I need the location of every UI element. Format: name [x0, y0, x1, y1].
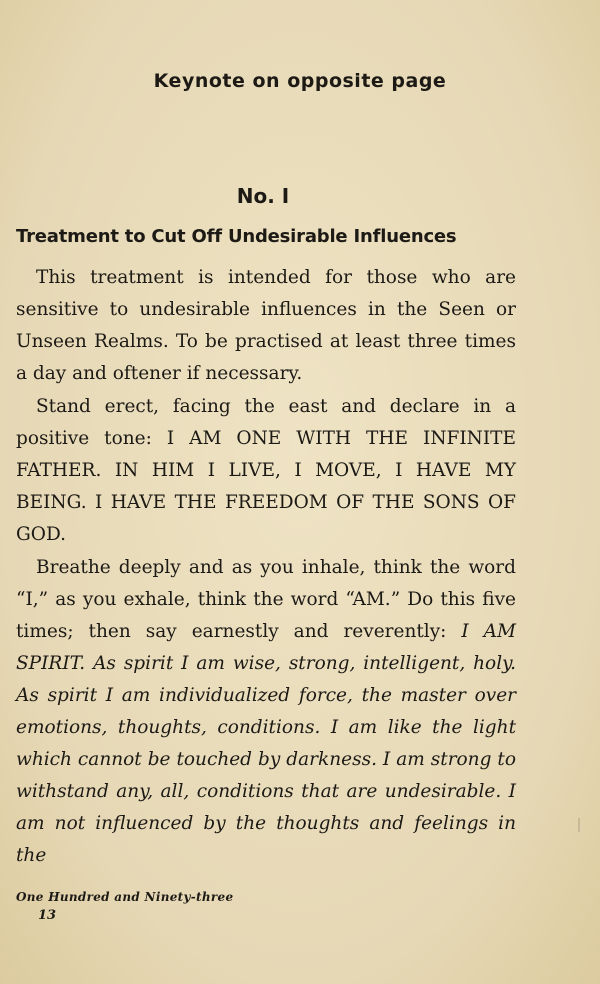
keynote-heading: Keynote on opposite page [153, 70, 447, 92]
affirmation-text: I AM SPIRIT. As spirit I am wise, strong, intelligent, holy. As spirit I am individualized force, the master over emotions, thoughts, conditions. I am like the light which cannot be touched by darkness. I am strong to withstand any, all, conditions that are undesirable. I am not influenced by the thoughts and feelings in the [16, 621, 516, 866]
declaration-text: I AM ONE WITH THE INFINITE FATHER. IN HIM I LIVE, I MOVE, I HAVE MY BEING. I HAVE THE FREEDOM OF THE SONS OF GOD. [16, 428, 517, 545]
paper-blemish [578, 818, 580, 832]
declaration-lead: Stand erect, facing the east and declare in a positive tone: [16, 396, 516, 449]
treatment-body [16, 262, 516, 872]
page-number-words: One Hundred and Ninety-three [16, 890, 234, 904]
treatment-title: Treatment to Cut Off Undesirable Influences [16, 226, 457, 247]
paragraph-breathing [16, 552, 516, 872]
paragraph-intro: This treatment is intended for those who are sensitive to undesirable influences in the Seen or Unseen Realms. To be practised at least three times a day and oftener if necessary. [16, 267, 516, 384]
treatment-number: No. I [236, 184, 290, 208]
paragraph-declaration [16, 391, 516, 551]
signature-mark: 13 [38, 908, 57, 923]
breathing-instructions: Breathe deeply and as you inhale, think the word “I,” as you exhale, think the word “AM.” Do this five times; then say earnestly and reverently: [16, 557, 516, 642]
